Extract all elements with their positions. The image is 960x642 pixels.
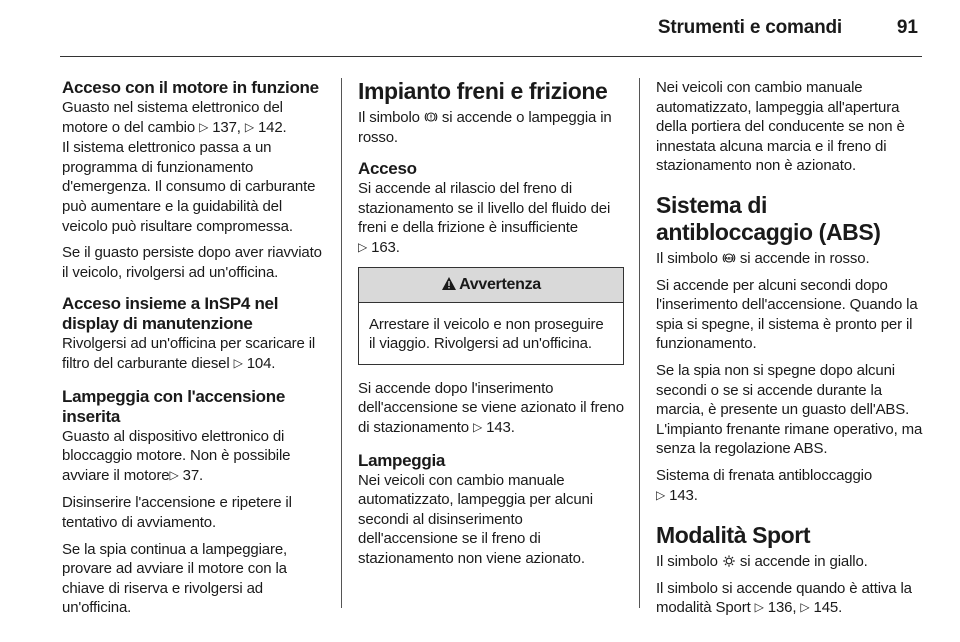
paragraph: [62, 427, 327, 487]
page-ref: 145.: [813, 599, 843, 617]
text: Il simbolo si accende quando è attiva la modalità Sport: [656, 579, 912, 617]
heading-lampeggia: Lampeggia: [358, 450, 446, 470]
text: si accende in rosso.: [735, 249, 870, 267]
ref-arrow-icon: ▷: [169, 467, 179, 482]
abs-icon: [722, 251, 736, 265]
heading-acceso: Acceso: [358, 159, 417, 179]
heading-motore: Acceso con il motore in funzione: [62, 78, 319, 97]
paragraph: Se il guasto persiste dopo aver riavviato il veicolo, rivolgersi ad un'officina.: [62, 244, 322, 281]
text: Il simbolo: [358, 109, 424, 126]
text: si accende in giallo.: [735, 553, 868, 571]
text: Il simbolo: [656, 553, 722, 571]
paragraph: Nei veicoli con cambio manuale automatizzato, lampeggia per alcuni secondi al disinserimento dell'accensione se il freno di stazionamento non viene azionato.: [358, 471, 593, 567]
warning-box: [358, 267, 624, 365]
sport-mode-icon: [722, 554, 736, 568]
ref-arrow-icon: ▷: [754, 600, 764, 615]
text: Sistema di frenata antibloccaggio: [656, 466, 873, 484]
paragraph: Si accende per alcuni secondi dopo l'inserimento dell'accensione. Quando la spia si spegne, il sistema è pronto per il funzionamento.: [656, 276, 918, 353]
column-divider: [341, 78, 342, 608]
column-1: [62, 78, 327, 625]
text: Si accende dopo l'inserimento dell'accensione se viene azionato il freno di stazionamento: [358, 379, 624, 436]
ref-arrow-icon: ▷: [800, 600, 810, 615]
column-divider: [639, 78, 640, 608]
paragraph: [656, 466, 924, 506]
ref-arrow-icon: ▷: [656, 487, 666, 502]
warning-title: Avvertenza: [459, 275, 541, 293]
paragraph: Se la spia continua a lampeggiare, provare ad avviare il motore con la chiave di riserva e rivolgersi ad un'officina.: [62, 540, 288, 617]
text: si accende o lampeggia in rosso.: [358, 109, 612, 146]
page-ref: 137: [212, 118, 237, 136]
warning-body: [359, 303, 623, 364]
heading-insp: Acceso insieme a InSP4 nel display di manutenzione: [62, 294, 279, 334]
section-title: Strumenti e comandi: [657, 17, 842, 38]
heading-freni: Impianto freni e frizione: [358, 78, 608, 104]
text: Il sistema elettronico passa a un programma di funzionamento d'emergenza. Il consumo di carburante può aumentare e la guidabilità del veicolo può risultare compromessa.: [62, 139, 316, 235]
paragraph: [62, 334, 327, 374]
paragraph: Se la spia non si spegne dopo alcuni secondi o se si accende durante la marcia, è presente un guasto dell'ABS. L'impianto frenante rimane operativo, ma senza la regolazione ABS.: [656, 361, 923, 458]
paragraph: [358, 379, 624, 439]
text: Il simbolo: [656, 249, 722, 267]
page-header: [0, 0, 960, 60]
heading-abs: Sistema di antibloccaggio (ABS): [656, 191, 881, 245]
page-number: 91: [896, 17, 918, 38]
paragraph: [656, 249, 924, 269]
warning-header: [359, 268, 623, 303]
page-ref: 37.: [182, 466, 204, 484]
svg-text:ABS: ABS: [724, 256, 733, 261]
paragraph: [656, 552, 924, 572]
column-3: [656, 78, 924, 626]
paragraph: Il simbolo si accende quando è attiva la modalità Sport ▷ 136, ▷ 145.: [656, 579, 912, 617]
header-rule: [60, 56, 922, 57]
brake-warning-icon: [424, 110, 438, 124]
text: Si accende al rilascio del freno di stazionamento se il livello del fluido dei freni e della frizione è insufficiente: [358, 180, 611, 237]
warning-text: Arrestare il veicolo e non proseguire il viaggio. Rivolgersi ad un'officina.: [369, 315, 604, 353]
ref-arrow-icon: ▷: [199, 119, 209, 134]
page-ref: 104.: [246, 354, 276, 372]
page-ref: 142.: [257, 118, 287, 136]
heading-sport: Modalità Sport: [656, 522, 811, 549]
ref-arrow-icon: ▷: [233, 355, 243, 370]
warning-triangle-icon: [441, 276, 457, 291]
paragraph: Nei veicoli con cambio manuale automatizzato, lampeggia all'apertura della portiera del conducente se non è innestata alcuna marcia e il freno di stazionamento non è azionato.: [656, 79, 905, 175]
paragraph: Guasto nel sistema elettronico del motore o del cambio ▷ 137, ▷ 142. Il sistema elettronico passa a un programma di funzionamento d'emergenza. Il consumo di carburante può aumentare e la guidabilità del veicolo può risultare compromessa.: [62, 99, 316, 235]
column-2: [358, 78, 624, 576]
paragraph: [358, 179, 624, 258]
page-ref: 143.: [669, 486, 698, 504]
page-ref: 136: [767, 599, 793, 617]
paragraph: Disinserire l'accensione e ripetere il tentativo di avviamento.: [62, 494, 292, 531]
page-ref: 163.: [371, 238, 400, 256]
text: Guasto al dispositivo elettronico di bloccaggio motore. Non è possibile avviare il motore: [62, 427, 291, 484]
page-ref: 143.: [486, 418, 515, 436]
ref-arrow-icon: ▷: [244, 119, 254, 134]
text: Rivolgersi ad un'officina per scaricare il filtro del carburante diesel: [62, 335, 316, 372]
paragraph: [358, 108, 624, 147]
ref-arrow-icon: ▷: [358, 239, 368, 254]
text: Guasto nel sistema elettronico del motore o del cambio: [62, 99, 283, 136]
ref-arrow-icon: ▷: [473, 419, 483, 434]
heading-lampeggia-accensione: Lampeggia con l'accensione inserita: [62, 386, 285, 426]
